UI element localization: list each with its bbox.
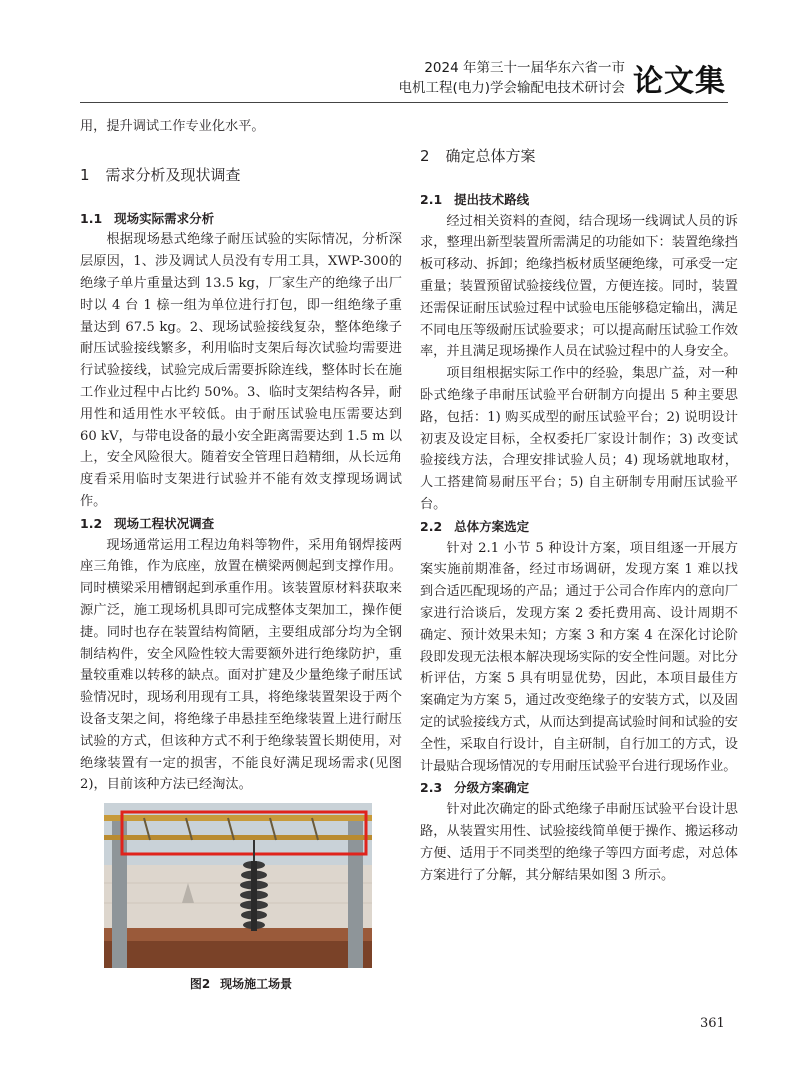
site-scene-illustration: [104, 803, 372, 968]
header-divider: [80, 102, 728, 103]
section-2-1-paragraph-1: 经过相关资料的查阅，结合现场一线调试人员的诉求，整理出新型装置所需满足的功能如下：装置绝缘挡板可移动、拆卸；绝缘挡板材质坚硬绝缘，可承受一定重量；装置预留试验接线位置，方便连接。同时，装置还需保证耐压试验过程中试验电压能够稳定输出，满足不同电压等级耐压试验要求；可以提高耐压试验工作效率，并且满足现场操作人员在试验过程中的人身安全。: [420, 213, 738, 360]
section-2-3-heading: [420, 777, 738, 799]
section-2-3-paragraph: 针对此次确定的卧式绝缘子串耐压试验平台设计思路，从装置实用性、试验接线简单便于操作、搬运移动方便、适用于不同类型的绝缘子等四方面考虑，对总体方案进行了分解，其分解结果如图 3 所示。: [420, 802, 738, 883]
right-column: [420, 116, 738, 886]
section-1-number: 1: [80, 165, 90, 184]
section-2-1-heading: [420, 189, 738, 211]
figure-2-photo: [104, 803, 372, 968]
section-1-1-title: 现场实际需求分析: [114, 210, 215, 226]
proceedings-brand: 论文集: [633, 64, 726, 99]
conference-title: [398, 58, 625, 98]
section-1-1-number: 1.1: [80, 210, 103, 226]
section-2-2-number: 2.2: [420, 518, 443, 534]
conference-title-line2: 电机工程(电力)学会输配电技术研讨会: [398, 80, 625, 96]
section-2-heading: [420, 146, 738, 168]
section-1-2-title: 现场工程状况调查: [114, 515, 215, 531]
section-1-2-paragraph: 现场通常运用工程边角料等物件，采用角钢焊接两座三角锥，作为底座，放置在横梁两侧起到支撑作用。同时横梁采用槽钢起到承重作用。该装置原材料获取来源广泛，施工现场机具即可完成整体支架加工，操作便捷。同时也存在装置结构简陋，主要组成部分均为全钢制结构件，安全风险性较大需要额外进行绝缘防护，重量较重难以转移的缺点。面对扩建及少量绝缘子耐压试验情况时，现场利用现有工具，将绝缘装置架设于两个设备支架之间，将绝缘子串悬挂至绝缘装置上进行耐压试验的方式，但该种方式不利于绝缘装置长期使用，对绝缘装置有一定的损害，不能良好满足现场需求(见图2)，目前该种方法已经淘汰。: [80, 537, 402, 793]
page-number: 361: [700, 1016, 725, 1031]
section-2-1-title: 提出技术路线: [454, 191, 530, 207]
section-2-3-number: 2.3: [420, 780, 443, 796]
section-2-2-title: 总体方案选定: [454, 518, 530, 534]
section-1-2-heading: [80, 513, 402, 535]
section-1-1-paragraph: 根据现场悬式绝缘子耐压试验的实际情况，分析深层原因，1、涉及调试人员没有专用工具，XWP-300的绝缘子单片重量达到 13.5 kg，厂家生产的绝缘子出厂时以 4 台 1 榇一组为单位进行打包，即一组绝缘子重量达到 67.5 kg。2、现场试验接线复杂，整体绝缘子耐压试验接线繁多，利用临时支架后每次试验均需要进行试验接线，试验完成后需要拆除连线，整体时长在施工作业过程中占比约 50%。3、临时支架结构各异，耐用性和适用性水平较低。由于耐压试验电压需要达到 60 kV，与带电设备的最小安全距离需要达到 1.5 m 以上，安全风险很大。随着安全管理日趋精细，从长远角度看采用临时支架进行试验并不能有效支撑现场调试作。: [80, 232, 402, 509]
section-2-title: 确定总体方案: [445, 147, 536, 165]
section-1-1-heading: [80, 208, 402, 230]
section-1-2-number: 1.2: [80, 515, 103, 531]
figure-2-caption: [80, 975, 402, 992]
figure-2-caption-text: 现场施工场景: [220, 977, 293, 991]
section-1-title: 需求分析及现状调查: [105, 165, 241, 184]
section-1-heading: [80, 165, 402, 187]
intro-paragraph: 用，提升调试工作专业化水平。: [80, 119, 265, 134]
section-2-1-paragraph-2: 项目组根据实际工作中的经验，集思广益，对一种卧式绝缘子串耐压试验平台研制方向提出 5 种主要思路，包括：1) 购买成型的耐压试验平台；2) 说明设计初衷及设定目标，全权委托厂家设计制作；3) 改变试验接线方法，合理安排试验人员；4) 现场就地取材，人工搭建简易耐压平台；5) 自主研制专用耐压试验平台。: [420, 366, 738, 512]
conference-title-line1: 2024 年第三十一届华东六省一市: [424, 60, 625, 76]
section-2-1-number: 2.1: [420, 191, 443, 207]
section-2-number: 2: [420, 147, 430, 165]
section-2-3-title: 分级方案确定: [454, 780, 530, 796]
section-2-2-paragraph: 针对 2.1 小节 5 种设计方案，项目组逐一开展方案实施前期准备，经过市场调研，发现方案 1 难以找到合适匹配现场的产品；通过于公司合作库内的意向厂家进行洽谈后，发现方案 2 委托费用高、设计周期不确定、预计效果未知；方案 3 和方案 4 在深化讨论阶段即发现无法根本解决现场实际的安全性问题。对比分析评估，方案 5 具有明显优势，因此，本项目最佳方案确定为方案 5，通过改变绝缘子的安装方式，以及固定的试验接线方式，从而达到提高试验时间和试验的安全性，采取自行设计，自主研制，自行加工的方式，设计最贴合现场情况的专用耐压试验平台进行现场作业。: [420, 540, 738, 774]
figure-2-number: 图2: [189, 977, 211, 991]
section-2-2-heading: [420, 516, 738, 538]
left-column: [80, 116, 402, 796]
page-header: [398, 56, 726, 100]
